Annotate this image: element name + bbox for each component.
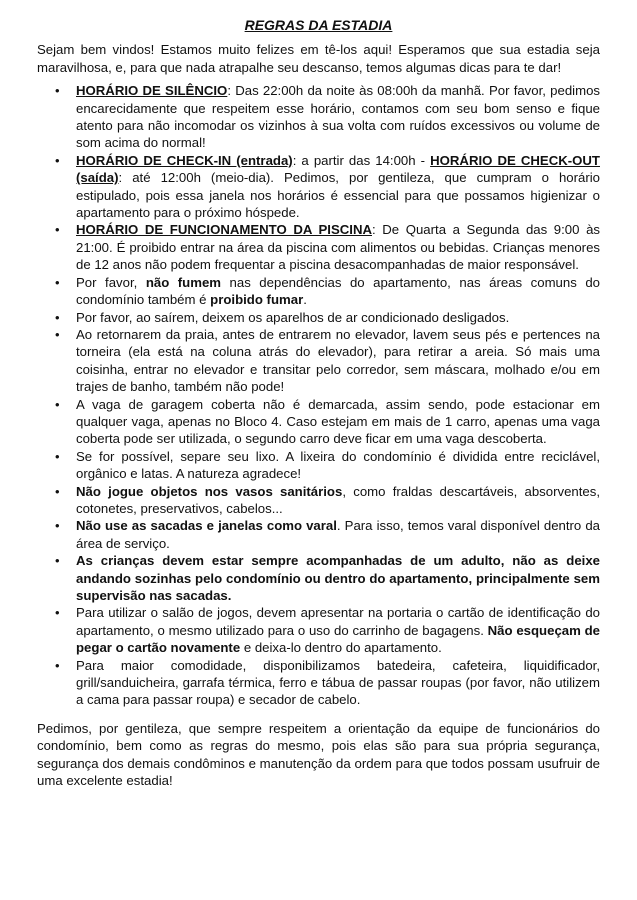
bullet-icon: •: [55, 309, 60, 325]
rule-silence: [37, 82, 600, 152]
bullet-icon: •: [55, 83, 60, 99]
rule-text: . Para isso, temos varal disponível dentro da área de serviço.: [76, 518, 600, 551]
rule-text: .: [303, 292, 307, 308]
rule-text: Para utilizar o salão de jogos, devem apresentar na portaria o cartão de identificação do apartamento, o mesmo utilizado para o uso do carrinho de bagagens.: [76, 605, 600, 638]
bullet-icon: •: [55, 657, 60, 673]
rule-text: , como fraldas descartáveis, absorventes, cotonetes, preservativos, cabelos...: [76, 483, 600, 516]
rule-text: Se for possível, separe seu lixo. A lixeira do condomínio é dividida entre reciclável, orgânico e latas. A natureza agradece!: [76, 448, 600, 482]
rule-heading: HORÁRIO DE FUNCIONAMENTO DA PISCINA: [76, 222, 372, 238]
rule-heading: HORÁRIO DE CHECK-IN (entrada): [76, 152, 293, 168]
rule-toilet: [37, 483, 600, 518]
bullet-icon: •: [55, 274, 60, 290]
rule-text: e deixa-lo dentro do apartamento.: [240, 640, 442, 656]
bullet-icon: •: [55, 605, 60, 621]
closing-paragraph: Pedimos, por gentileza, que sempre respeitem a orientação da equipe de funcionários do condomínio, bem como as regras do mesmo, pois elas são para sua própria segurança, segurança dos demais condôminos e manutenção da ordem para que todos possam usufruir de uma excelente estadia!: [37, 720, 600, 789]
rule-text: A vaga de garagem coberta não é demarcada, assim sendo, pode estacionar em qualquer vaga, apenas no Bloco 4. Caso estejam em mais de 1 carro, apenas uma vaga coberta pode ser utilizada, o segundo carro deve ficar em uma vaga descoberta.: [76, 396, 600, 447]
rule-text: : a partir das 14:00h -: [292, 152, 431, 168]
rule-balcony: [37, 517, 600, 552]
rules-list: [37, 82, 600, 709]
rule-text: nas dependências do apartamento, nas áreas comuns do condomínio também é: [76, 274, 601, 308]
rule-appliances: [37, 657, 600, 709]
rule-emphasis: não fumem: [145, 274, 222, 290]
bullet-icon: •: [55, 483, 60, 499]
rule-text: Para maior comodidade, disponibilizamos batedeira, cafeteira, liquidificador, grill/sanduicheira, garrafa térmica, ferro e tábua de passar roupas (por favor, não utilizem a cama para passar roupa) e secador de cabelo.: [76, 657, 600, 708]
bullet-icon: •: [55, 326, 60, 342]
rule-heading: HORÁRIO DE SILÊNCIO: [76, 83, 228, 99]
rule-text: : até 12:00h (meio-dia). Pedimos, por gentileza, que cumpram o horário estipulado, pois essa janela nos horários é essencial para que possamos higienizar o apartamento para o próximo hóspede.: [76, 170, 600, 221]
rule-game-room: [37, 604, 600, 656]
bullet-icon: •: [55, 222, 60, 238]
rule-pool: [37, 221, 600, 273]
rule-emphasis: Não jogue objetos nos vasos sanitários: [76, 483, 343, 499]
rule-text: Ao retornarem da praia, antes de entrarem no elevador, lavem seus pés e pertences na torneira (ela está na coluna atrás do elevador), para retirar a areia. Só mais uma coisinha, entrar no elevador e transitar pelo corredor, sem máscara, molhado e/ou em trajes de banho, também não pode!: [76, 326, 600, 395]
rule-text: : Das 22:00h da noite às 08:00h da manhã. Por favor, pedimos encarecidamente que respeitem esse horário, contamos com seu bom senso e fique atento para não incomodar os vizinhos à sua volta com ruídos excessivos ou volume de som acima do normal!: [76, 83, 601, 151]
bullet-icon: •: [55, 152, 60, 168]
bullet-icon: •: [55, 553, 60, 569]
bullet-icon: •: [55, 448, 60, 464]
rule-emphasis: As crianças devem estar sempre acompanhadas de um adulto, não as deixe andando sozinhas pelo condomínio ou dentro do apartamento, principalmente sem supervisão nas sacadas.: [76, 553, 600, 603]
rule-text: Por favor, ao saírem, deixem os aparelhos de ar condicionado desligados.: [76, 309, 510, 325]
rule-heading: HORÁRIO DE CHECK-OUT (saída): [76, 152, 600, 186]
rule-emphasis: Não esqueçam de pegar o cartão novamente: [76, 622, 600, 656]
rule-text: Por favor,: [76, 274, 146, 290]
rule-garage: [37, 396, 600, 448]
rule-emphasis: Não use as sacadas e janelas como varal: [76, 518, 337, 534]
rule-smoking: [37, 274, 600, 309]
rule-children: [37, 552, 600, 604]
rule-air-conditioning: [37, 309, 600, 326]
bullet-icon: •: [55, 518, 60, 534]
page-title: REGRAS DA ESTADIA: [244, 17, 393, 33]
rule-trash: [37, 448, 600, 483]
rule-text: : De Quarta a Segunda das 9:00 às 21:00. É proibido entrar na área da piscina com alimentos ou bebidas. Crianças menores de 12 anos não podem frequentar a piscina desacompanhadas de maior responsável.: [76, 222, 600, 273]
rule-emphasis: proibido fumar: [210, 292, 304, 308]
intro-paragraph: Sejam bem vindos! Estamos muito felizes em tê-los aqui! Esperamos que sua estadia seja maravilhosa, e, para que nada atrapalhe seu descanso, temos algumas dicas para te dar!: [37, 42, 600, 75]
rule-checkin-checkout: [37, 152, 600, 222]
rule-beach: [37, 326, 600, 396]
bullet-icon: •: [55, 396, 60, 412]
